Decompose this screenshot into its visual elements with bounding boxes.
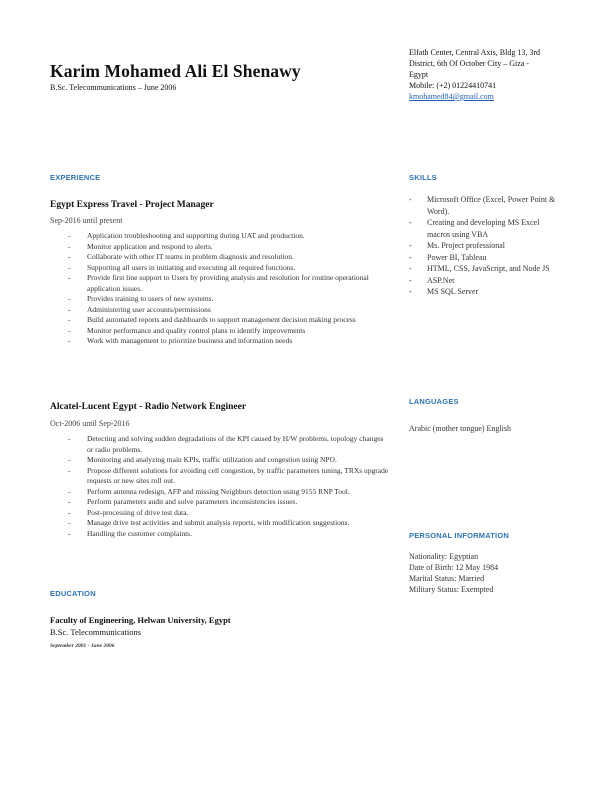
list-item: - Collaborate with other IT teams in problem diagnosis and resolution. (50, 252, 390, 263)
job-duties-list (50, 434, 390, 539)
list-item: - Build automated reports and dashboards to support management decision making process (50, 315, 390, 326)
list-item: - Provides training to users of new systems. (50, 294, 390, 305)
date-of-birth: Date of Birth: 12 May 1984 (409, 563, 499, 572)
marital-status: Marital Status: Married (409, 574, 485, 583)
personal-info-block (409, 551, 589, 595)
list-item: - Monitoring and analyzing main KPIs, traffic utilization and congestion using NPO. (50, 455, 390, 466)
list-item: - Supporting all users in initiating and executing all required functions. (50, 263, 390, 274)
list-item: - Ms. Project professional (409, 240, 559, 252)
contact-block (409, 47, 589, 102)
candidate-name: Karim Mohamed Ali El Shenawy (50, 61, 301, 81)
address-line-1: Elfath Center, Central Axis, Bldg 13, 3rd (409, 48, 540, 57)
list-item: - ASP.Net (409, 275, 559, 287)
address-line-3: Egypt (409, 70, 429, 79)
list-item: - Monitor performance and quality control plans to identify improvements (50, 326, 390, 337)
list-item: - HTML, CSS, JavaScript, and Node JS (409, 263, 559, 275)
list-item: - Propose different solutions for avoiding cell congestion, by traffic parameters tuning, TRXs upgrade requests or new sites roll out. (50, 466, 390, 487)
nationality: Nationality: Egyptian (409, 552, 479, 561)
section-experience: EXPERIENCE (50, 173, 101, 182)
list-item: - Work with management to prioritize business and information needs (50, 336, 390, 347)
job-duties-list (50, 231, 390, 347)
education-degree: B.Sc. Telecommunications (50, 627, 142, 637)
section-education: EDUCATION (50, 589, 96, 598)
skills-list (409, 194, 559, 298)
military-status: Military Status: Exempted (409, 585, 494, 594)
list-item: - Provide first line support to Users by providing analysis and resolution for routine operational application issues. (50, 273, 390, 294)
list-item: - Post-processing of drive test data. (50, 508, 390, 519)
list-item: - Perform parameters audit and solve parameters inconsistencies issues. (50, 497, 390, 508)
languages-text: Arabic (mother tongue) English (409, 424, 511, 433)
mobile-number: Mobile: (+2) 01224410741 (409, 81, 497, 90)
headline-degree: B.Sc. Telecommunications – June 2006 (50, 83, 177, 92)
list-item: - Creating and developing MS Excel macros using VBA (409, 217, 559, 240)
job-dates: Oct-2006 until Sep-2016 (50, 419, 130, 428)
list-item: - Microsoft Office (Excel, Power Point & Word). (409, 194, 559, 217)
list-item: - Handling the customer complaints. (50, 529, 390, 540)
list-item: - Monitor application and respond to alerts. (50, 242, 390, 253)
list-item: - Power BI, Tableau (409, 252, 559, 264)
job-dates: Sep-2016 until present (50, 216, 123, 225)
email-link[interactable]: kmohamed84@gmail.com (409, 92, 494, 101)
address-line-2: District, 6th Of October City – Giza - (409, 59, 529, 68)
list-item: - Administering user accounts/permissions (50, 305, 390, 316)
list-item: - Manage drive test activities and submit analysis reports, with modification suggestions. (50, 518, 390, 529)
list-item: - Detecting and solving sudden degradations of the KPI caused by H/W problems, topology changes or radio problems. (50, 434, 390, 455)
list-item: - Application troubleshooting and supporting during UAT and production. (50, 231, 390, 242)
education-institution: Faculty of Engineering, Helwan University, Egypt (50, 615, 231, 625)
list-item: - Perform antenna redesign, AFP and missing Neighbors detection using 9155 RNP Tool. (50, 487, 390, 498)
job-title: Egypt Express Travel - Project Manager (50, 200, 214, 210)
list-item: - MS SQL Server (409, 286, 559, 298)
education-dates: September 2001 - June 2006 (50, 643, 115, 649)
section-languages: LANGUAGES (409, 397, 459, 406)
section-skills: SKILLS (409, 173, 437, 182)
section-personal-information: PERSONAL INFORMATION (409, 531, 509, 540)
job-title: Alcatel-Lucent Egypt - Radio Network Engineer (50, 402, 247, 412)
